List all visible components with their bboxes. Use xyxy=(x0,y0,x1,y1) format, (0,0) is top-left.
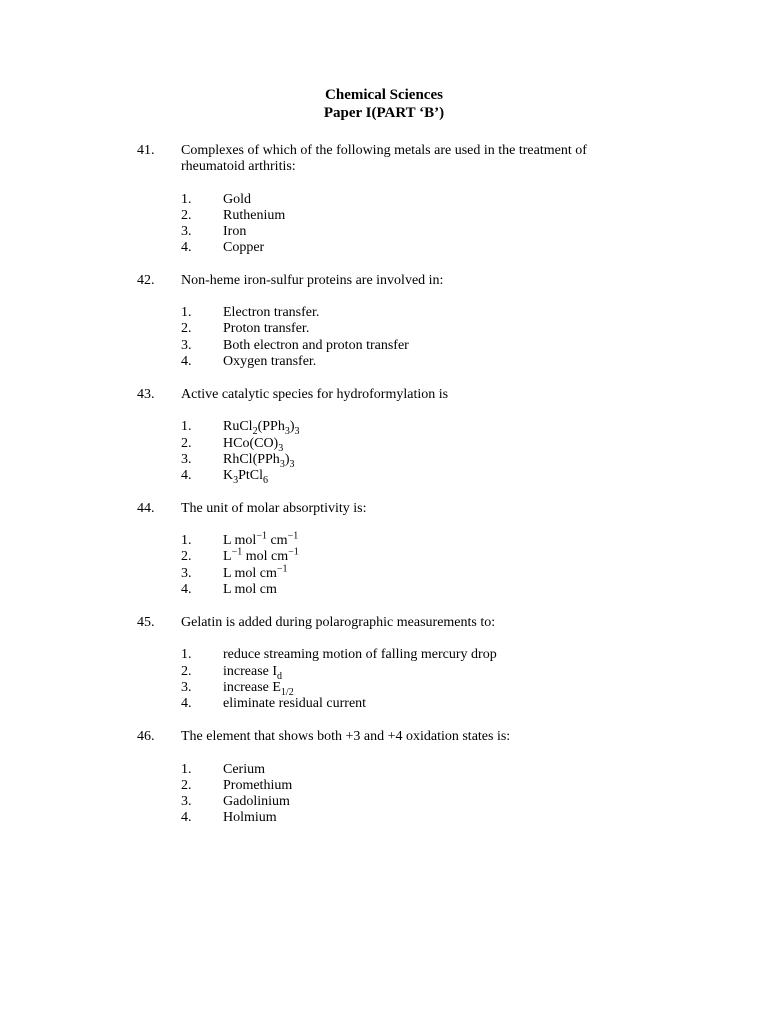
option xyxy=(181,563,288,582)
option-number: 2. xyxy=(181,549,192,564)
option xyxy=(181,305,319,321)
option-number: 2. xyxy=(181,321,192,336)
option xyxy=(181,664,282,680)
option-number: 3. xyxy=(181,338,192,353)
option-number: 3. xyxy=(181,452,192,467)
option xyxy=(181,468,268,484)
option-number: 1. xyxy=(181,533,192,548)
option xyxy=(181,582,277,598)
option xyxy=(181,419,299,435)
option-number: 1. xyxy=(181,305,192,320)
option-text: Ruthenium xyxy=(223,208,286,223)
question-number: 41. xyxy=(137,143,155,158)
option xyxy=(181,192,251,208)
option-number: 3. xyxy=(181,566,192,581)
option-text: Oxygen transfer. xyxy=(223,354,317,369)
option-number: 1. xyxy=(181,192,192,207)
option-text: $L^{-1}$ mol $cm^{-1}$ xyxy=(223,546,299,564)
option-number: 2. xyxy=(181,778,192,793)
option-number: 1. xyxy=(181,762,192,777)
option xyxy=(181,696,366,712)
option-text: Electron transfer. xyxy=(223,305,320,320)
option xyxy=(181,321,309,337)
option xyxy=(181,436,283,452)
option-number: 3. xyxy=(181,680,192,695)
option-number: 2. xyxy=(181,664,192,679)
option-text: Copper xyxy=(223,240,265,255)
option-text: Gold xyxy=(223,192,251,207)
question-number: 46. xyxy=(137,729,155,744)
option-text: $K_3PtCl_6$ xyxy=(223,468,269,486)
option-number: 1. xyxy=(181,647,192,662)
option xyxy=(181,240,264,256)
option-text: Proton transfer. xyxy=(223,321,310,336)
option-text: increase $I_d$ xyxy=(223,664,283,682)
page-title: Chemical Sciences xyxy=(325,87,443,103)
question-number: 44. xyxy=(137,501,155,516)
question-text: The element that shows both +3 and +4 oxidation states is: xyxy=(181,729,511,744)
option-number: 1. xyxy=(181,419,192,434)
option-text: L mol cm xyxy=(223,582,277,597)
option-number: 4. xyxy=(181,810,192,825)
option xyxy=(181,762,265,778)
option-text: L mol $cm^{-1}$ xyxy=(223,563,288,581)
option xyxy=(181,647,497,663)
question-number: 42. xyxy=(137,273,155,288)
question-text: Non-heme iron-sulfur proteins are involved in: xyxy=(181,273,444,288)
option-number: 3. xyxy=(181,224,192,239)
option-number: 3. xyxy=(181,794,192,809)
option-number: 4. xyxy=(181,696,192,711)
question-text: Complexes of which of the following metals are used in the treatment of rheumatoid arthritis: xyxy=(181,143,587,174)
option-text: Cerium xyxy=(223,762,265,777)
option-number: 4. xyxy=(181,582,192,597)
option-text: L mol$^{-1}$ $cm^{-1}$ xyxy=(223,530,299,548)
option-text: Holmium xyxy=(223,810,277,825)
question-text: Gelatin is added during polarographic measurements to: xyxy=(181,615,496,630)
option xyxy=(181,452,294,468)
option xyxy=(181,794,290,810)
option-text: eliminate residual current xyxy=(223,696,367,711)
option-number: 4. xyxy=(181,468,192,483)
option xyxy=(181,354,316,370)
option-text: Gadolinium xyxy=(223,794,290,809)
option-text: Iron xyxy=(223,224,247,239)
option xyxy=(181,680,294,696)
option-text: $RuCl_2(PPh_3)_3$ xyxy=(223,419,300,437)
option-text: Both electron and proton transfer xyxy=(223,338,409,353)
question-number: 45. xyxy=(137,615,155,630)
option-text: Promethium xyxy=(223,778,293,793)
option-text: increase $E_{1/2}$ xyxy=(223,680,294,698)
option-text: $HCo(CO)_3$ xyxy=(223,436,284,454)
page-subtitle: Paper I(PART ‘B’) xyxy=(323,105,445,121)
question-number: 43. xyxy=(137,387,155,402)
option xyxy=(181,778,292,794)
question-text: The unit of molar absorptivity is: xyxy=(181,501,367,516)
option-text: reduce streaming motion of falling mercury drop xyxy=(223,647,497,662)
option xyxy=(181,208,285,224)
option xyxy=(181,224,246,240)
option-number: 2. xyxy=(181,436,192,451)
option xyxy=(181,338,409,354)
option xyxy=(181,810,277,826)
option-number: 4. xyxy=(181,240,192,255)
option-number: 4. xyxy=(181,354,192,369)
option-text: $RhCl(PPh_3)_3$ xyxy=(223,452,295,470)
question-text: Active catalytic species for hydroformylation is xyxy=(181,387,449,402)
option-number: 2. xyxy=(181,208,192,223)
